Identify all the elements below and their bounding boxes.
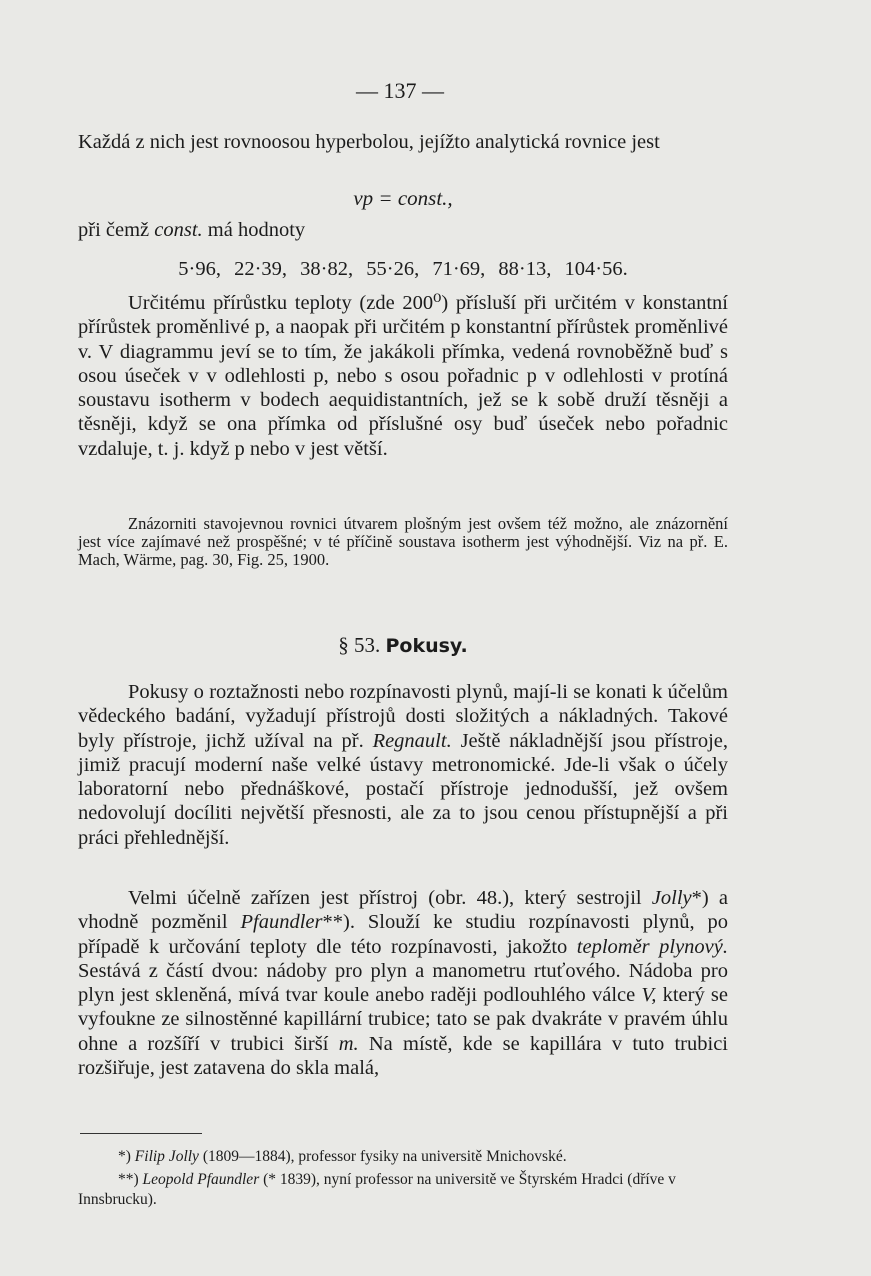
name-regnault: Regnault. [372,729,452,752]
note-paragraph: Znázorniti stavojevnou rovnici útvarem plošným jest ovšem též možno, ale znázornění jest více zajímavé než prospěšné; v té příčině soustava isotherm jest výhodnější. Viz na př. E. Mach, Wärme, pag. 30, Fig. 25, 1900. [78,514,728,570]
intro-line [78,130,728,154]
footnote-1: *) Filip Jolly (1809—1884), professor fysiky na universitě Mnichovské. [118,1148,567,1165]
name-pfaundler: Pfaundler [240,911,323,934]
const-line: při čemž const. má hodnoty [78,219,306,241]
term-gas-thermometer: teploměr plynový. [576,935,728,958]
intro-text: Každá z nich jest rovnoosou hyperbolou, jejížto analytická rovnice jest [78,131,660,153]
footnote-divider [80,1133,202,1134]
var-m: m. [338,1032,359,1055]
name-jolly: Jolly [651,887,692,909]
footnote-ref-2: **) [322,911,350,934]
section-title: Pokusy. [385,635,468,657]
paragraph-experiments: Pokusy o roztažnosti nebo rozpínavosti plynů, mají-li se konati k účelům vědeckého badání, vyžadují přístrojů dosti složitých a nákladných. Takové byly přístroje, jichž užíval na př. Regnault. Ještě nákladnější jsou přístroje, jimiž pracují moderní naše velké ústavy metronomické. Jde-li však o účely laboratorní nebo přednáškové, postačí přístroje jednodušší, jež ovšem nedovolují docíliti největší přesnosti, ale za to jsou cenou přístupnější a při práci přehlednější. [78,681,728,849]
section-heading [78,633,728,658]
footnote-2: **) Leopold Pfaundler (* 1839), nyní professor na universitě ve Štyrském Hradci (dříve v Innsbrucku). [78,1171,676,1208]
var-V: V, [641,984,657,1007]
const-word: const. [154,219,203,241]
section-number: § 53. [338,633,381,657]
values-line: 5·96, 22·39, 38·82, 55·26, 71·69, 88·13, 104·56. [178,258,628,280]
page-number: — 137 — [356,78,444,103]
formula: vp = const., [353,186,453,210]
footnote-ref-1: *) [691,887,709,909]
paragraph-apparatus: Velmi účelně zařízen jest přístroj (obr. 48.), který sestrojil Jolly*) a vhodně pozměnil Pfaundler**). Slouží ke studiu rozpínavosti plynů, po případě k určování teploty dle této rozpínavosti, jakožto teploměr plynový. Sestává z částí dvou: nádoby pro plyn a manometru rtuťového. Nádoba pro plyn jest skleněná, mívá tvar koule anebo raději podlouhlého válce V, který se vyfoukne ze silnostěnné kapillární trubice; tato se pak dvakráte v pravém úhlu ohne a rozšíří v trubici širší m. Na místě, kde se kapillára v tuto trubici rozšiřuje, jest zatavena do skla malá, [78,887,728,1080]
paragraph-isotherms: Určitému přírůstku teploty (zde 200⁰) přísluší při určitém v konstantní přírůstek proměnlivé p, a naopak při určitém p konstantní přírůstek proměnlivé v. V diagrammu jeví se to tím, že jakákoli přímka, vedená rovnoběžně buď s osou úseček v v odlehlosti p, nebo s osou pořadnic p v odlehlosti v protíná soustavu isotherm v bodech aequidistantních, jež se k sobě druží těsněji a těsněji, když se ona přímka od příslušné osy buď úseček nebo pořadnic vzdaluje, t. j. když p nebo v jest větší. [78,292,728,460]
